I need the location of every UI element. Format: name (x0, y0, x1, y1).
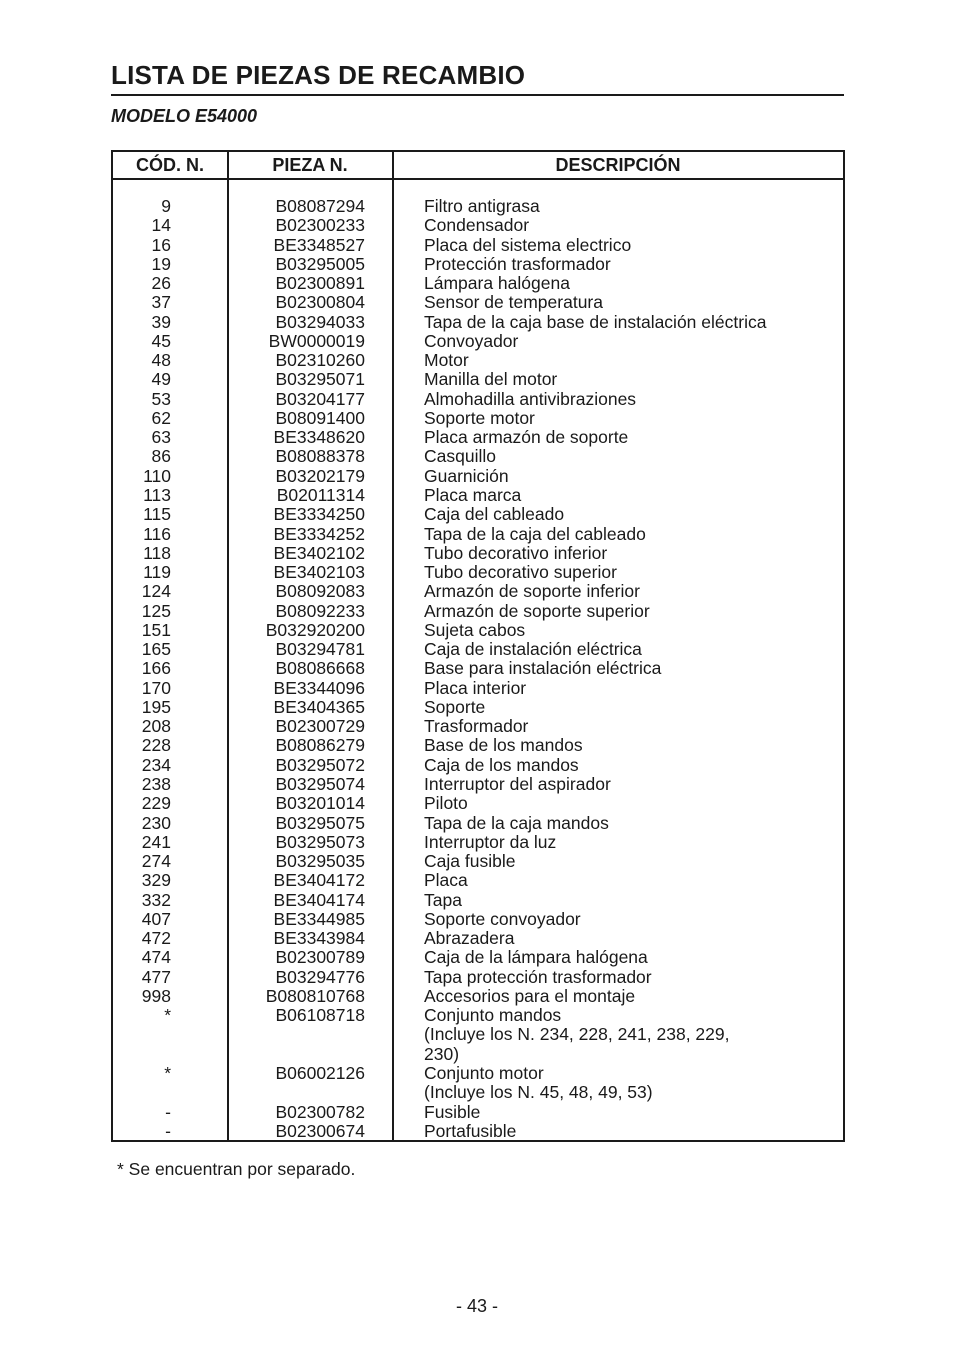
cell-code: 86 (151, 446, 171, 467)
cell-description (424, 602, 824, 621)
table-row (113, 756, 843, 775)
cell-code: 998 (141, 985, 171, 1006)
cell-description (424, 525, 824, 544)
cell-description (424, 640, 824, 659)
table-row (113, 351, 843, 370)
cell-part-number: BE3404172 (273, 870, 365, 891)
cell-part-number: B02011314 (276, 484, 365, 505)
description-line: 230) (424, 1043, 460, 1064)
cell-description (424, 1006, 824, 1064)
table-row (113, 1006, 843, 1064)
description-line: Tapa protección trasformador (424, 966, 652, 987)
cell-part-number: B03201014 (275, 793, 365, 814)
cell-part-number: B02300729 (275, 716, 365, 737)
cell-code: 53 (151, 388, 171, 409)
cell-description (424, 775, 824, 794)
cell-code: 113 (143, 484, 171, 505)
page-title: LISTA DE PIEZAS DE RECAMBIO (111, 60, 526, 90)
cell-code: 16 (151, 234, 171, 255)
model-subtitle: MODELO E54000 (111, 106, 258, 126)
description-line: Interruptor del aspirador (424, 773, 611, 794)
table-row (113, 948, 843, 967)
description-line: Tapa de la caja base de instalación eléctrica (424, 311, 767, 332)
table-row (113, 505, 843, 524)
cell-code: * (164, 1062, 171, 1083)
table-row (113, 313, 843, 332)
table-body (113, 197, 843, 1141)
cell-part-number: B03294776 (275, 966, 365, 987)
table-row (113, 910, 843, 929)
description-line: Tubo decorativo superior (424, 562, 617, 583)
cell-part-number: B02300789 (275, 947, 365, 968)
cell-description (424, 486, 824, 505)
cell-code: 274 (141, 851, 171, 872)
description-line: Abrazadera (424, 928, 515, 949)
cell-description (424, 428, 824, 447)
cell-part-number: B06108718 (275, 1005, 365, 1026)
cell-part-number: BE3343984 (273, 928, 365, 949)
cell-description (424, 274, 824, 293)
table-row (113, 370, 843, 389)
cell-part-number: B02300891 (275, 273, 365, 294)
description-line: Placa del sistema electrico (424, 234, 632, 255)
table-row (113, 1064, 843, 1103)
cell-part-number: B080810768 (265, 985, 365, 1006)
cell-part-number: B03202179 (275, 465, 365, 486)
cell-description (424, 717, 824, 736)
cell-code: 195 (141, 696, 171, 717)
cell-description (424, 968, 824, 987)
cell-code: 37 (151, 292, 171, 313)
description-line: Base de los mandos (424, 735, 583, 756)
table-row (113, 236, 843, 255)
cell-code: 62 (151, 407, 171, 428)
cell-code: 151 (141, 619, 171, 640)
cell-description (424, 736, 824, 755)
cell-part-number: B08088378 (275, 446, 365, 467)
table-row (113, 852, 843, 871)
cell-part-number: B08087294 (275, 196, 365, 216)
table-row (113, 871, 843, 890)
table-row (113, 1122, 843, 1141)
description-line: Soporte (424, 696, 486, 717)
cell-code: 407 (141, 908, 171, 929)
cell-code: 124 (141, 581, 171, 602)
cell-description (424, 236, 824, 255)
description-line: Sensor de temperatura (424, 292, 603, 313)
cell-part-number: BE3344985 (273, 908, 365, 929)
table-row (113, 486, 843, 505)
cell-code: 115 (143, 504, 171, 525)
cell-part-number: B03295072 (275, 754, 365, 775)
cell-description (424, 948, 824, 967)
table-row (113, 659, 843, 678)
cell-part-number: B08091400 (275, 407, 365, 428)
cell-description (424, 1103, 824, 1122)
table-row (113, 255, 843, 274)
cell-description (424, 794, 824, 813)
cell-description (424, 467, 824, 486)
cell-part-number: B08092233 (275, 600, 365, 621)
table-row (113, 698, 843, 717)
cell-code: 119 (143, 562, 171, 583)
cell-description (424, 659, 824, 678)
cell-code: 48 (151, 350, 171, 371)
cell-description (424, 582, 824, 601)
description-line: Interruptor da luz (424, 831, 557, 852)
cell-description (424, 698, 824, 717)
table-row (113, 891, 843, 910)
cell-code: - (165, 1101, 171, 1122)
table-row (113, 544, 843, 563)
cell-code: 208 (141, 716, 171, 737)
cell-part-number: BE3348620 (273, 427, 365, 448)
cell-part-number: BE3404365 (273, 696, 365, 717)
cell-description (424, 409, 824, 428)
table-row (113, 602, 843, 621)
table-row (113, 563, 843, 582)
table-row (113, 428, 843, 447)
column-header-code: CÓD. N. (135, 155, 204, 175)
description-line: Guarnición (424, 465, 509, 486)
table-row (113, 274, 843, 293)
column-header-description: DESCRIPCIÓN (555, 155, 681, 175)
cell-part-number: B03295075 (275, 812, 365, 833)
table-row (113, 736, 843, 755)
cell-code: 165 (141, 639, 171, 660)
table-row (113, 447, 843, 466)
table-row (113, 582, 843, 601)
cell-description (424, 929, 824, 948)
description-line: Caja de la lámpara halógena (424, 947, 648, 968)
description-line: Piloto (424, 793, 468, 814)
description-line: Tapa (424, 889, 462, 910)
page-number: - 43 - (455, 1296, 498, 1316)
cell-part-number: B03294033 (275, 311, 365, 332)
description-line: Armazón de soporte superior (424, 600, 650, 621)
cell-code: 14 (151, 215, 171, 236)
cell-part-number: B02300804 (275, 292, 365, 313)
cell-code: 230 (141, 812, 171, 833)
description-line: Sujeta cabos (424, 619, 526, 640)
cell-code: 241 (141, 831, 171, 852)
cell-code: 125 (141, 600, 171, 621)
cell-code: 238 (141, 773, 171, 794)
cell-description (424, 756, 824, 775)
column-header-part: PIEZA N. (272, 155, 348, 175)
cell-part-number: B02300782 (275, 1101, 365, 1122)
cell-description (424, 447, 824, 466)
table-row (113, 968, 843, 987)
description-line: Casquillo (424, 446, 496, 467)
table-row (113, 467, 843, 486)
description-line: Fusible (424, 1101, 481, 1122)
cell-part-number: B03294781 (275, 639, 365, 660)
cell-part-number: BE3334252 (273, 523, 365, 544)
table-row (113, 717, 843, 736)
description-line: Lámpara halógena (424, 273, 570, 294)
cell-description (424, 891, 824, 910)
cell-code: 63 (151, 427, 171, 448)
description-line: Accesorios para el montaje (424, 985, 636, 1006)
cell-description (424, 910, 824, 929)
cell-description (424, 987, 824, 1006)
cell-description (424, 621, 824, 640)
footnote: * Se encuentran por separado. (117, 1159, 356, 1179)
cell-part-number: B08086668 (275, 658, 365, 679)
cell-description (424, 833, 824, 852)
cell-description (424, 255, 824, 274)
cell-part-number: B06002126 (275, 1062, 365, 1083)
cell-part-number: B08086279 (275, 735, 365, 756)
description-line: Tapa de la caja del cableado (424, 523, 646, 544)
table-row (113, 640, 843, 659)
cell-description (424, 370, 824, 389)
description-line: Caja de los mandos (424, 754, 579, 775)
cell-part-number: B02300233 (275, 215, 365, 236)
cell-part-number: B032920200 (265, 619, 365, 640)
cell-code: 329 (141, 870, 171, 891)
description-line: Placa armazón de soporte (424, 427, 629, 448)
cell-description (424, 197, 824, 216)
description-line: Almohadilla antivibraziones (424, 388, 637, 409)
description-line: Trasformador (424, 716, 529, 737)
description-line: Portafusible (424, 1120, 517, 1141)
table-row (113, 987, 843, 1006)
description-line: Soporte convoyador (424, 908, 581, 929)
cell-code: - (165, 1120, 171, 1141)
table-row (113, 390, 843, 409)
cell-code: 45 (151, 330, 171, 351)
cell-description (424, 313, 824, 332)
cell-description (424, 871, 824, 890)
cell-description (424, 1122, 824, 1141)
description-line: Manilla del motor (424, 369, 558, 390)
cell-part-number: B03295073 (275, 831, 365, 852)
table-row (113, 621, 843, 640)
cell-part-number: B03295005 (275, 253, 365, 274)
cell-code: 234 (141, 754, 171, 775)
cell-description (424, 563, 824, 582)
table-row (113, 1103, 843, 1122)
cell-code: 229 (141, 793, 171, 814)
cell-part-number: BE3404174 (273, 889, 365, 910)
description-line: Caja de instalación eléctrica (424, 639, 642, 660)
cell-code: 39 (151, 311, 171, 332)
cell-code: 477 (141, 966, 171, 987)
description-line: Convoyador (424, 330, 519, 351)
cell-part-number: B02310260 (275, 350, 365, 371)
table-row (113, 833, 843, 852)
table-row (113, 814, 843, 833)
table-row (113, 293, 843, 312)
cell-part-number: B03204177 (275, 388, 365, 409)
cell-description (424, 351, 824, 370)
cell-part-number: B03295035 (275, 851, 365, 872)
cell-code: 170 (141, 677, 171, 698)
cell-code: 110 (143, 465, 171, 486)
description-line: Tapa de la caja mandos (424, 812, 609, 833)
description-line: Caja fusible (424, 851, 516, 872)
description-line: Conjunto motor (424, 1062, 544, 1083)
cell-part-number: BW0000019 (268, 330, 365, 351)
cell-description (424, 216, 824, 235)
description-line: Placa (424, 870, 468, 891)
table-row (113, 409, 843, 428)
cell-part-number: BE3402103 (273, 562, 365, 583)
description-line: Conjunto mandos (424, 1005, 562, 1026)
cell-part-number: B03295071 (275, 369, 365, 390)
table-row (113, 525, 843, 544)
cell-code: 118 (143, 542, 171, 563)
cell-code: 332 (141, 889, 171, 910)
cell-part-number: B08092083 (275, 581, 365, 602)
cell-part-number: B02300674 (275, 1120, 365, 1141)
parts-table (111, 150, 845, 1142)
cell-description (424, 544, 824, 563)
cell-code: 49 (151, 369, 171, 390)
cell-description (424, 852, 824, 871)
cell-code: 166 (141, 658, 171, 679)
table-row (113, 679, 843, 698)
cell-part-number: B03295074 (275, 773, 365, 794)
description-line: Base para instalación eléctrica (424, 658, 662, 679)
cell-code: 472 (141, 928, 171, 949)
table-row (113, 197, 843, 216)
cell-code: 474 (141, 947, 171, 968)
description-line: (Incluye los N. 45, 48, 49, 53) (424, 1082, 653, 1103)
description-line: Condensador (424, 215, 530, 236)
cell-description (424, 814, 824, 833)
cell-code: 116 (143, 523, 171, 544)
cell-description (424, 390, 824, 409)
cell-description (424, 505, 824, 524)
description-line: Motor (424, 350, 469, 371)
table-row (113, 929, 843, 948)
table-row (113, 332, 843, 351)
cell-description (424, 293, 824, 312)
cell-part-number: BE3348527 (273, 234, 365, 255)
description-line: Placa marca (424, 484, 522, 505)
table-row (113, 775, 843, 794)
cell-description (424, 679, 824, 698)
table-row (113, 794, 843, 813)
cell-code: * (164, 1005, 171, 1026)
description-line: Caja del cableado (424, 504, 565, 525)
cell-code: 228 (141, 735, 171, 756)
title-rule (111, 94, 844, 96)
cell-part-number: BE3334250 (273, 504, 365, 525)
cell-code: 26 (151, 273, 171, 294)
description-line: (Incluye los N. 234, 228, 241, 238, 229, (424, 1024, 730, 1045)
description-line: Soporte motor (424, 407, 535, 428)
description-line: Tubo decorativo inferior (424, 542, 608, 563)
cell-code: 19 (151, 253, 171, 274)
description-line: Protección trasformador (424, 253, 611, 274)
cell-description (424, 1064, 824, 1103)
description-line: Armazón de soporte inferior (424, 581, 640, 602)
cell-code: 9 (161, 196, 171, 216)
cell-description (424, 332, 824, 351)
cell-part-number: BE3402102 (273, 542, 365, 563)
header-divider (113, 178, 843, 180)
cell-part-number: BE3344096 (273, 677, 365, 698)
description-line: Filtro antigrasa (424, 196, 540, 216)
table-row (113, 216, 843, 235)
description-line: Placa interior (424, 677, 527, 698)
